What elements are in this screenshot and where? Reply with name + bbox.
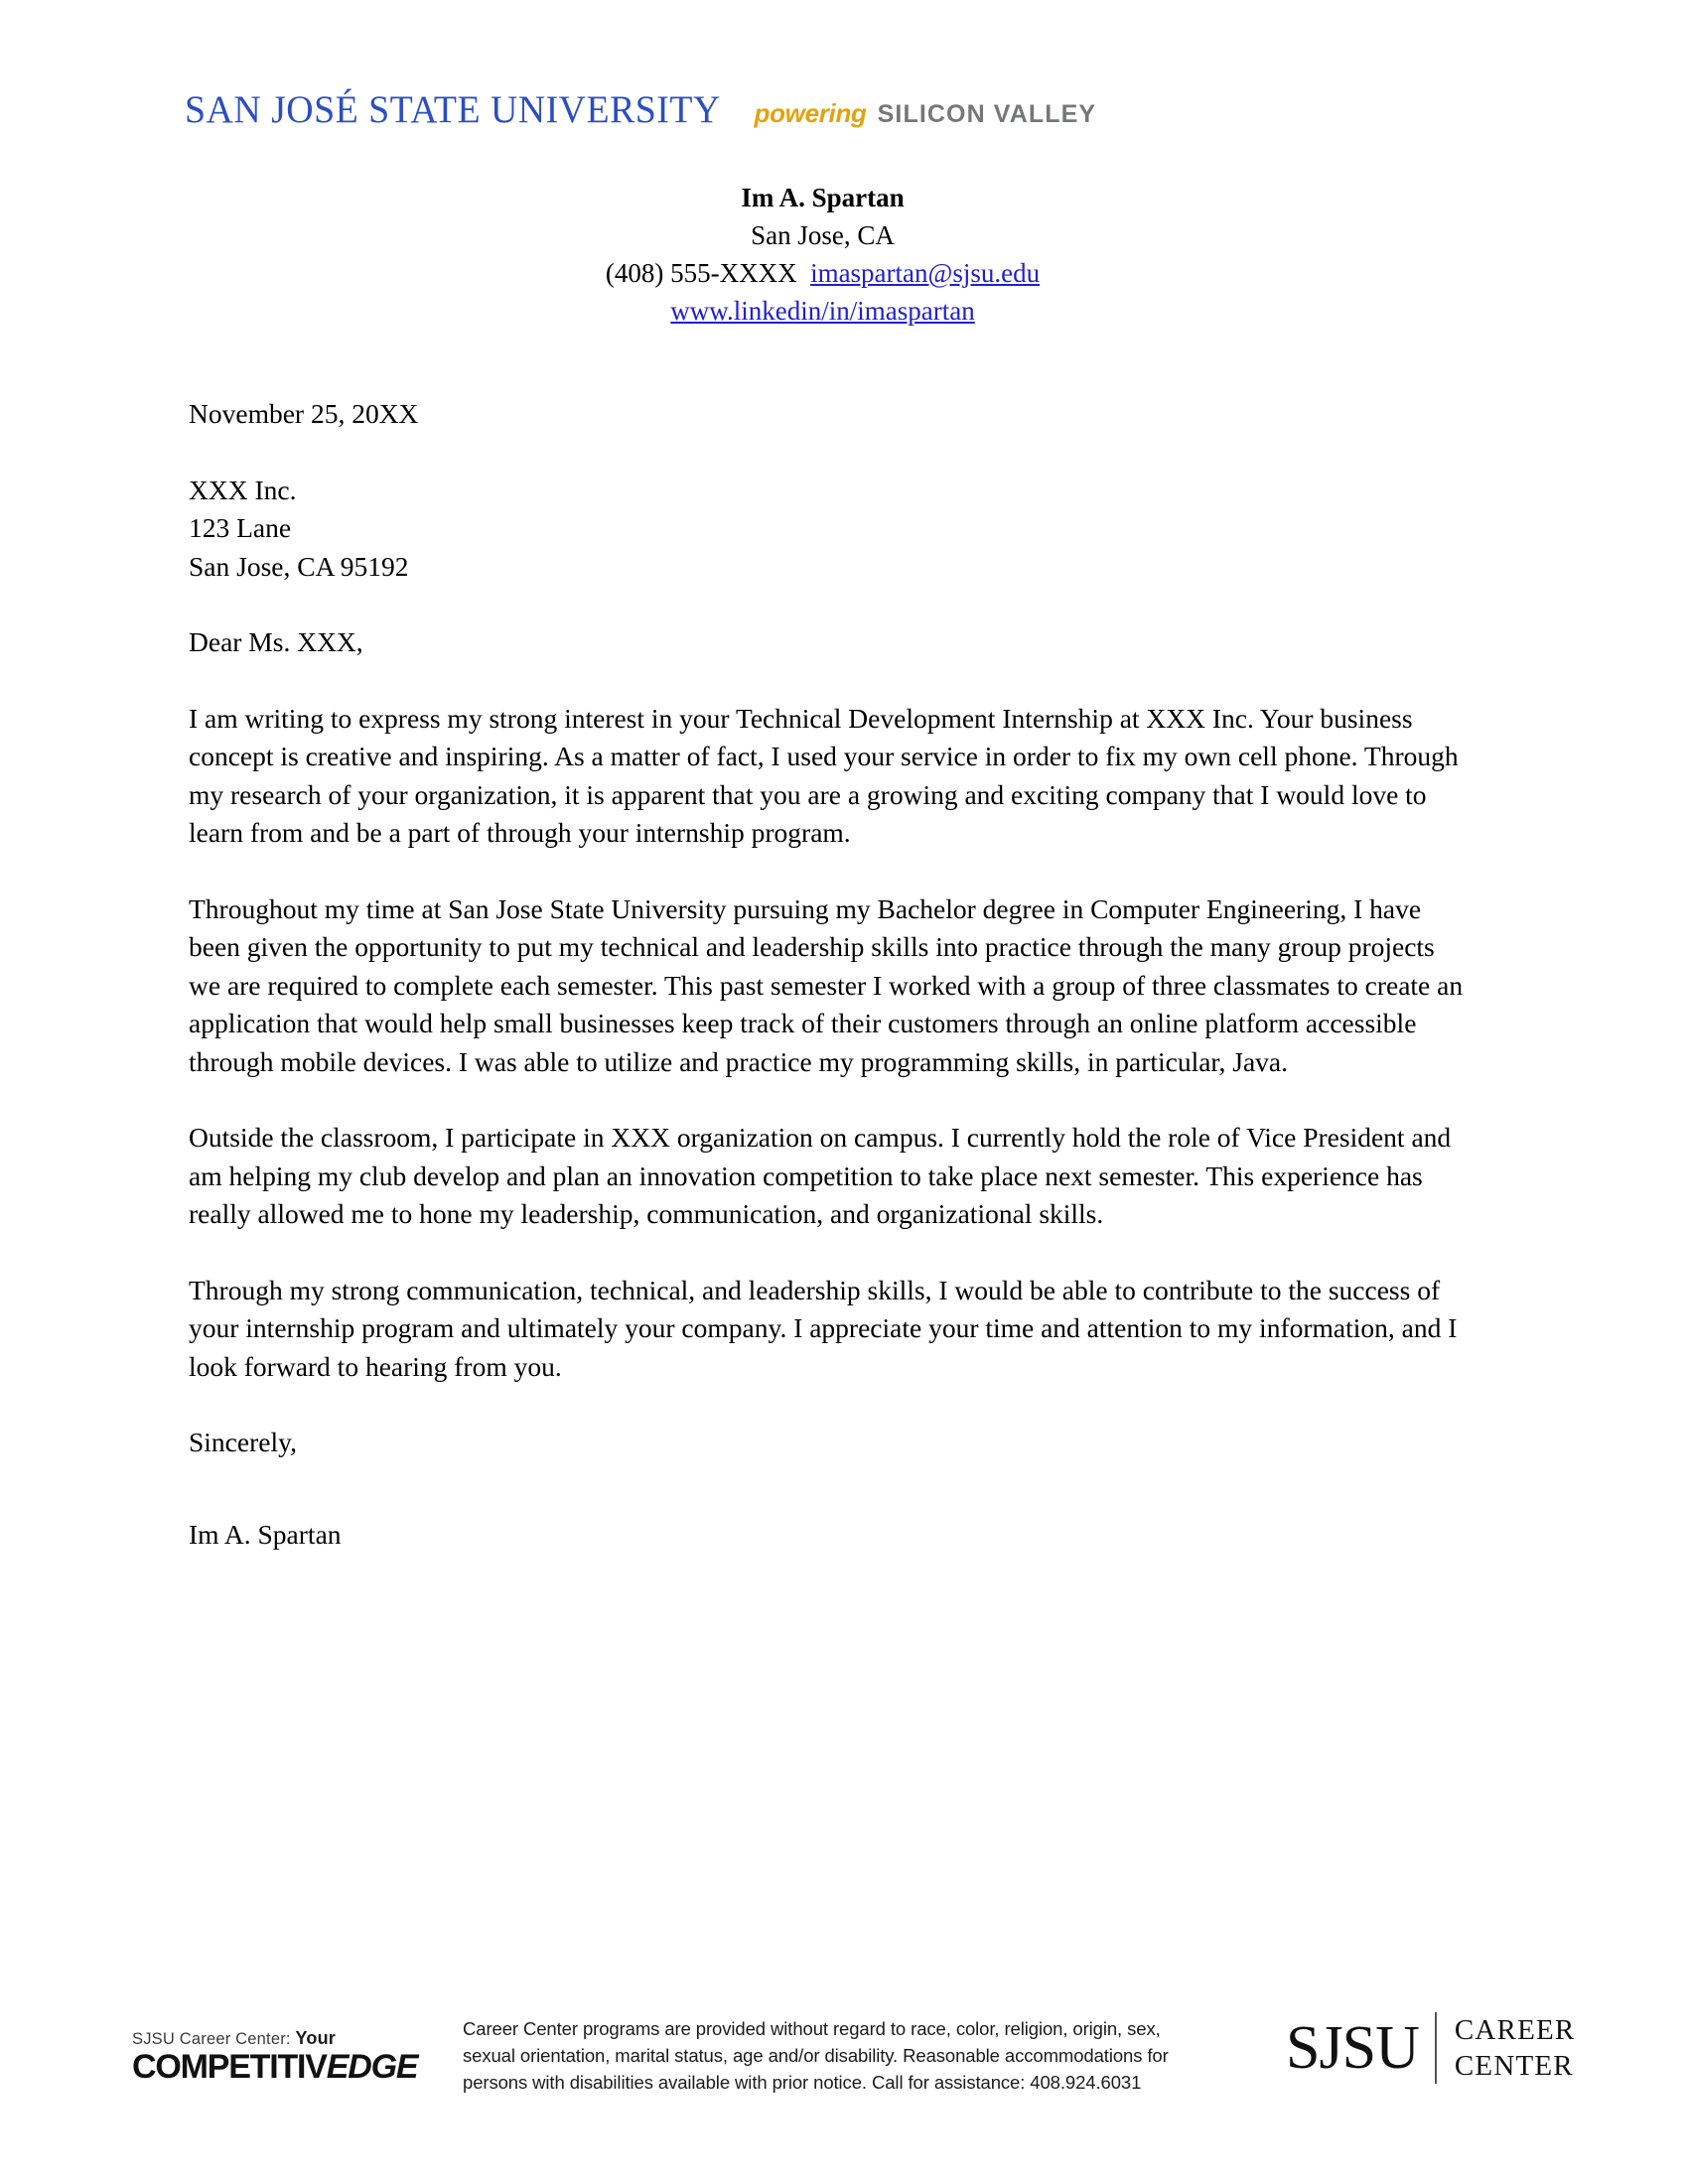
letter-date: November 25, 20XX [189,398,419,429]
letterhead-contact-block [185,179,1461,330]
recipient-address [189,472,1470,587]
applicant-phone: (408) 555-XXXX [605,258,797,288]
career-center-sjsu-mark: SJSU [1286,2014,1419,2082]
powering-wordmark: powering [754,98,867,128]
career-center-logo [1286,2006,1575,2090]
university-wordmark: SAN JOSÉ STATE UNIVERSITY [185,88,721,131]
letter-body [189,395,1470,1554]
competitive-edge-wordmark [132,2049,420,2085]
competitive-edge-word-bold: COMPETITIV [132,2048,327,2086]
recipient-address-line-1: XXX Inc. [189,474,297,505]
applicant-email-link[interactable]: imaspartan@sjsu.edu [810,258,1041,288]
applicant-name: Im A. Spartan [741,183,905,212]
competitive-edge-tagline [132,2028,420,2049]
closing-salutation: Sincerely, [189,1427,297,1457]
applicant-location: San Jose, CA [751,220,895,250]
competitive-edge-word-italic: EDGE [326,2048,418,2086]
career-center-word-line-1: CAREER [1454,2014,1576,2046]
career-center-wordmark [1455,2012,1576,2084]
page-footer [0,1971,1688,2100]
body-paragraph-2: Throughout my time at San Jose State University pursuing my Bachelor degree in Computer Engineering, I have been given the opportunity to put my technical and leadership skills into practice through the many group projects we are required to complete each semester. This past semester I worked with a group of three classmates to create an application that would help small businesses keep track of their customers through an online platform accessible through mobile devices. I was able to utilize and practice my programming skills, in particular, Java. [189,892,1464,1077]
applicant-phone-email-line [185,254,1461,292]
body-paragraph-3: Outside the classroom, I participate in XXX organization on campus. I currently hold the role of Vice President and am helping my club develop and plan an innovation competition to take place next semester. This experience has really allowed me to hone my leadership, communication, and organizational skills. [189,1122,1452,1229]
sjsu-masthead [185,87,1096,132]
signature-name: Im A. Spartan [189,1518,342,1550]
competitive-edge-logo [132,2028,420,2085]
competitive-edge-tagline-prefix: SJSU Career Center: [132,2030,291,2048]
career-center-word-line-2: CENTER [1454,2050,1574,2082]
recipient-address-line-2: 123 Lane [189,512,292,543]
silicon-valley-wordmark: SILICON VALLEY [877,100,1097,128]
footer-disclaimer-line-1: Career Center programs are provided without regard to race, color, religion, origin, sex, [463,2018,1161,2039]
salutation: Dear Ms. XXX, [189,626,363,657]
footer-disclaimer-line-2: sexual orientation, marital status, age and/or disability. Reasonable accommodations for [463,2045,1169,2066]
career-center-logo-divider [1435,2012,1437,2084]
footer-disclaimer-line-3: persons with disabilities available with prior notice. Call for assistance: 408.924.6031 [463,2072,1142,2093]
body-paragraph-4: Through my strong communication, technical, and leadership skills, I would be able to contribute to the success of your internship program and ultimately your company. I appreciate your time and attention to my information, and I look forward to hearing from you. [189,1274,1458,1382]
footer-disclaimer [463,2015,1227,2096]
letter-closing-block [189,1424,1470,1554]
competitive-edge-tagline-your: Your [295,2028,336,2048]
applicant-linkedin-line [185,292,1461,330]
recipient-address-line-3: San Jose, CA 95192 [189,550,409,582]
body-paragraph-1: I am writing to express my strong interest in your Technical Development Internship at XXX Inc. Your business concept is creative and inspiring. As a matter of fact, I used your service in order to fix my own cell phone. Through my research of your organization, it is apparent that you are a growing and exciting company that I would love to learn from and be a part of through your internship program. [189,702,1459,848]
applicant-linkedin-link[interactable]: www.linkedin/in/imaspartan [670,296,975,326]
